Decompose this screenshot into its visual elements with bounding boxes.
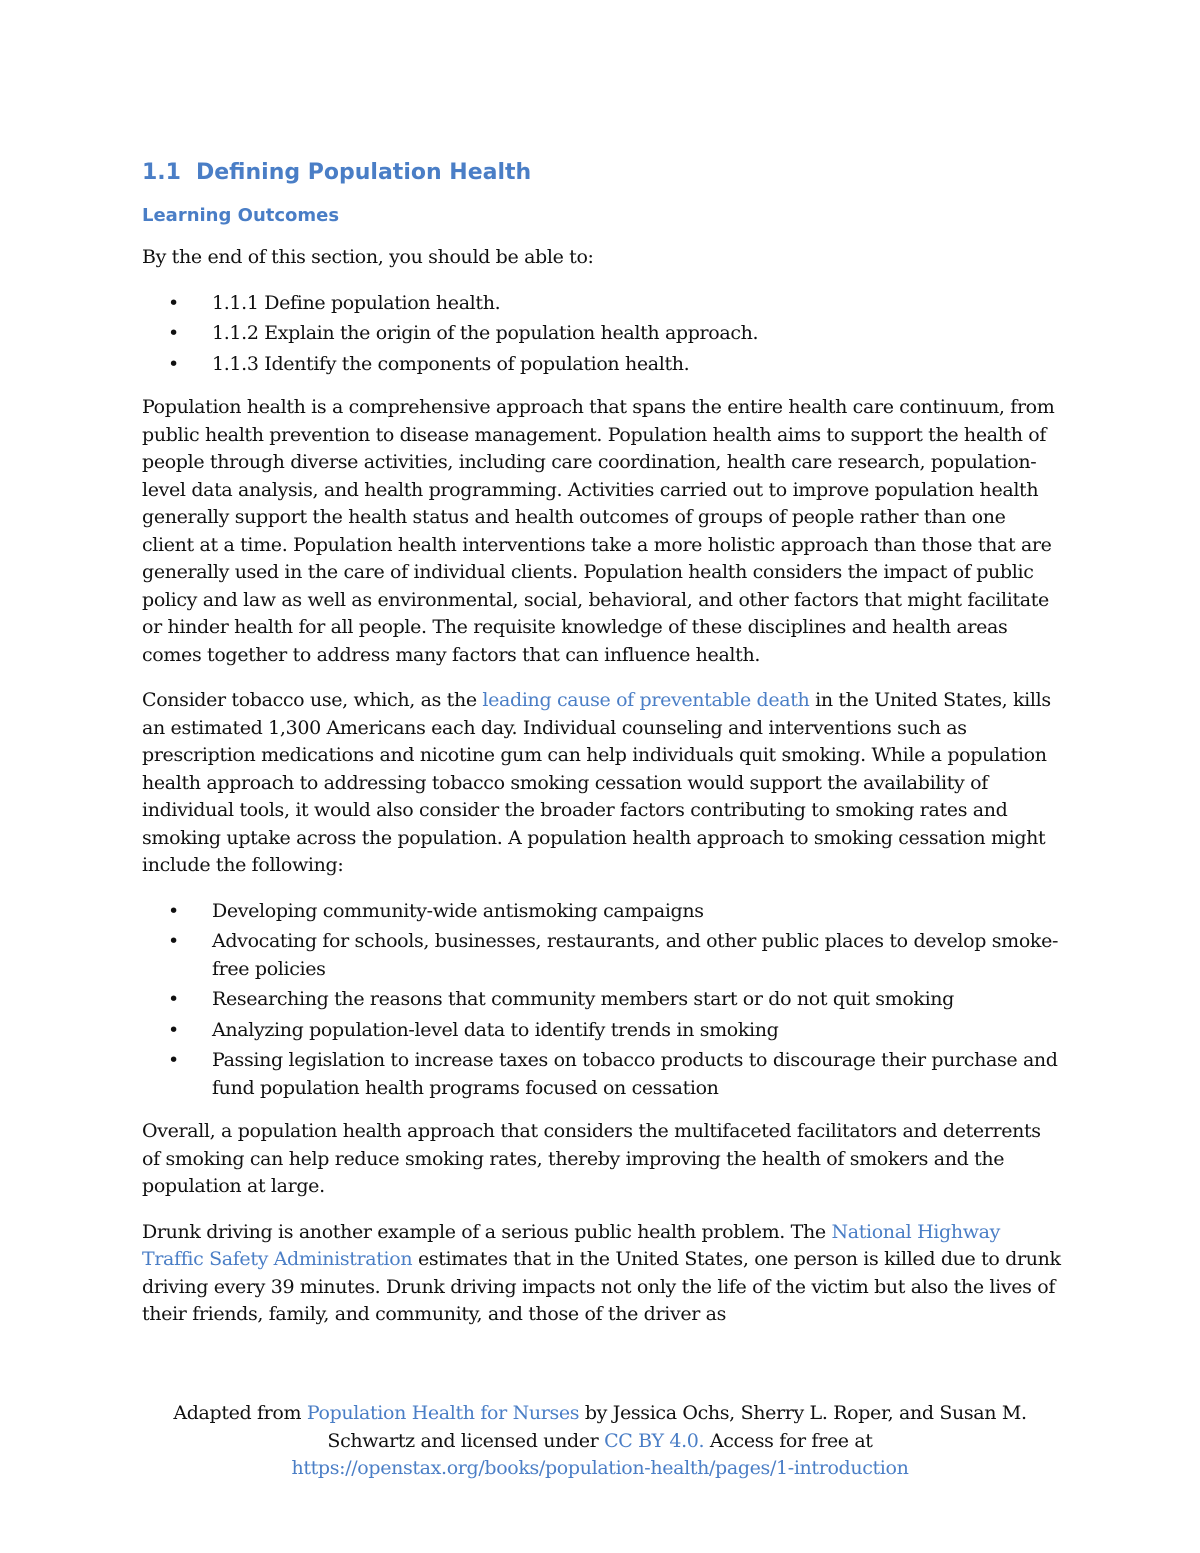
bullet-icon: • [168,1049,179,1071]
list-item: • 1.1.2 Explain the origin of the population health approach. [142,320,1062,348]
learning-outcomes-heading: Learning Outcomes [142,205,340,226]
bullet-icon: • [168,1018,179,1041]
license-link[interactable]: CC BY 4.0. [604,1429,705,1452]
paragraph-drunk-driving: Drunk driving is another example of a serious public health problem. The National Highway Traffic Safety Administration estimates that in the United States, one person is killed due to drunk driving every 39 minutes. Drunk driving impacts not only the life of the victim but also the lives of their friends, family, and community, and those of the driver as [142,1220,1061,1325]
list-item: • Developing community-wide antismoking campaigns [142,898,1062,926]
bullet-icon: • [168,988,179,1010]
bullet-icon: • [168,930,179,952]
list-item: • 1.1.3 Identify the components of population health. [142,351,1062,379]
paragraph-population-health: Population health is a comprehensive approach that spans the entire health care continuum, from public health prevention to disease management. Population health aims to support the health of people through diverse activities, including care coordination, health care research, population-level data analysis, and health programming. Activities carried out to improve population health generally support the health status and health outcomes of groups of people rather than one client at a time. Population health interventions take a more holistic approach than those that are generally used in the care of individual clients. Population health considers the impact of public policy and law as well as environmental, social, behavioral, and other factors that might facilitate or hinder health for all people. The requisite knowledge of these disciplines and health areas comes together to address many factors that can influence health. [142,396,1055,666]
openstax-url-link[interactable]: https://openstax.org/books/population-health/pages/1-introduction [291,1457,909,1479]
list-item: • Analyzing population-level data to identify trends in smoking [142,1017,1062,1045]
outcomes-list [142,290,1062,379]
preventable-death-link[interactable]: leading cause of preventable death [482,689,810,711]
intro-text: By the end of this section, you should be able to: [142,246,594,268]
section-number: 1.1 [142,160,181,185]
list-item: • 1.1.1 Define population health. [142,290,1062,318]
nhtsa-link[interactable]: National Highway Traffic Safety Administration [142,1220,1001,1270]
list-item: • Advocating for schools, businesses, restaurants, and other public places to develop smoke-free policies [168,930,1059,980]
section-heading [142,160,1062,185]
paragraph-tobacco: Consider tobacco use, which, as the leading cause of preventable death in the United States, kills an estimated 1,300 Americans each day. Individual counseling and interventions such as prescription medications and nicotine gum can help individuals quit smoking. While a population health approach to addressing tobacco smoking cessation would support the availability of individual tools, it would also consider the broader factors contributing to smoking rates and smoking uptake across the population. A population health approach to smoking cessation might include the following: [142,689,1051,876]
section-title: Defining Population Health [196,160,532,185]
attribution-footer: Adapted from Population Health for Nurses by Jessica Ochs, Sherry L. Roper, and Susan M. Schwartz and licensed under CC BY 4.0. Access for free at https://openstax.org/books/population-health/pages/1-introduction [173,1402,1027,1479]
bullet-icon: • [168,899,179,922]
list-item: • Passing legislation to increase taxes on tobacco products to discourage their purchase and fund population health programs focused on cessation [168,1049,1058,1099]
list-item: • Researching the reasons that community members start or do not quit smoking [142,986,1062,1014]
book-link[interactable]: Population Health for Nurses [306,1402,580,1424]
bullet-icon: • [168,352,179,375]
approaches-list [142,898,1062,1103]
paragraph-overall: Overall, a population health approach that considers the multifaceted facilitators and deterrents of smoking can help reduce smoking rates, thereby improving the health of smokers and the population at large. [142,1120,1041,1197]
bullet-icon: • [168,322,179,344]
document-page [142,160,1062,1347]
bullet-icon: • [168,291,179,314]
